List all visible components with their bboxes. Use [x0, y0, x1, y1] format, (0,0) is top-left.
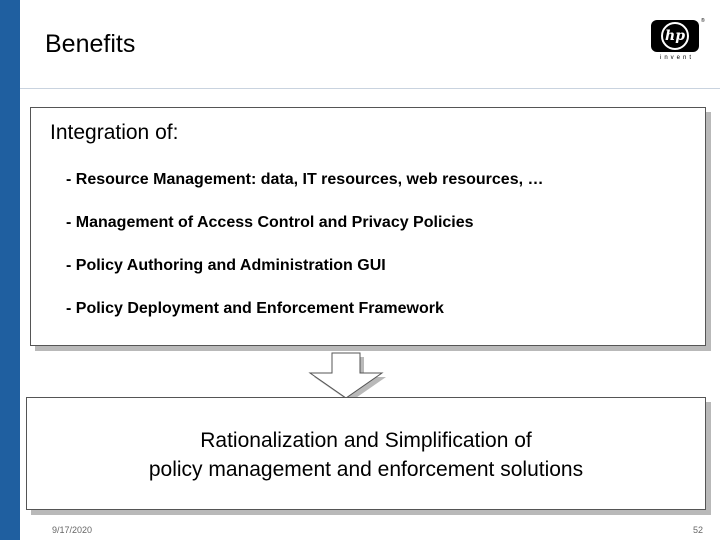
integration-item-resource-management: - Resource Management: data, IT resources, web resources, … [66, 171, 544, 188]
integration-item-policy-authoring: - Policy Authoring and Administration GUI [66, 257, 386, 274]
title-divider [20, 88, 720, 89]
hp-logo [651, 20, 703, 61]
summary-line-2: policy management and enforcement solutions [148, 458, 584, 481]
integration-heading: Integration of: [50, 121, 179, 144]
down-arrow-icon [306, 351, 386, 403]
left-accent-bar [0, 0, 20, 540]
integration-item-access-control: - Management of Access Control and Privacy Policies [66, 214, 474, 231]
summary-line-1: Rationalization and Simplification of [200, 429, 532, 452]
trademark-symbol: ® [701, 18, 705, 24]
hp-logo-tagline: invent [659, 55, 694, 61]
hp-logo-mark [651, 20, 699, 52]
footer-date: 9/17/2020 [52, 525, 93, 535]
summary-text [27, 426, 705, 484]
hp-logo-text: hp [661, 22, 689, 50]
page-number: 52 [693, 525, 704, 535]
slide-title: Benefits [45, 30, 136, 58]
summary-panel [26, 397, 706, 510]
integration-item-policy-deployment: - Policy Deployment and Enforcement Framework [66, 300, 444, 317]
integration-panel [30, 107, 706, 346]
